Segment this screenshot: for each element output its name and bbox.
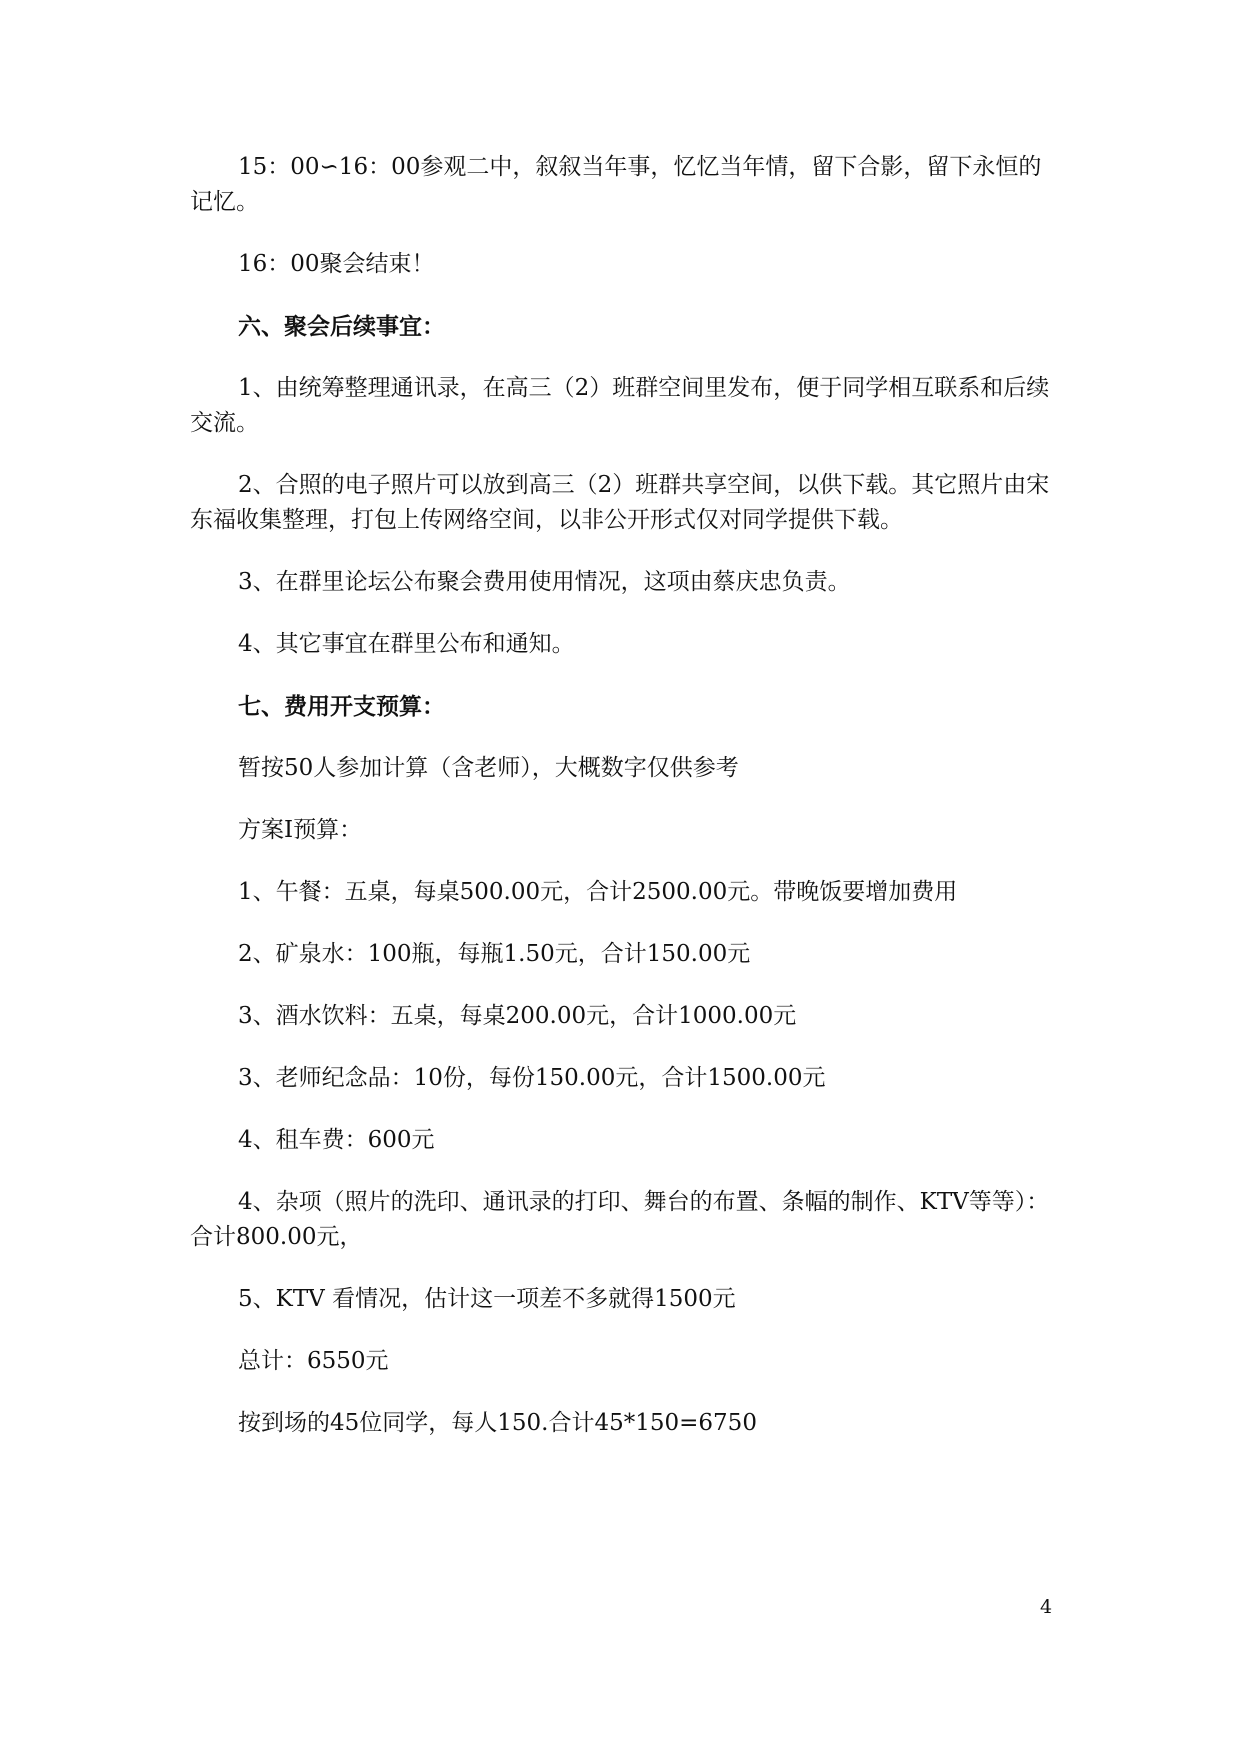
budget-item-misc: 4、杂项（照片的洗印、通讯录的打印、舞台的布置、条幅的制作、KTV等等）：合计800.00元， <box>190 1189 1050 1250</box>
budget-per-person: 按到场的45位同学，每人150.合计45*150=6750 <box>238 1410 757 1436</box>
budget-total: 总计：6550元 <box>238 1348 389 1374</box>
paragraph-follow-up-3: 3、在群里论坛公布聚会费用使用情况，这项由蔡庆忠负责。 <box>238 569 851 595</box>
section-heading-follow-up: 六、聚会后续事宜： <box>238 313 445 340</box>
paragraph-schedule-end: 16：00聚会结束！ <box>238 251 435 277</box>
paragraph-follow-up-1: 1、由统筹整理通讯录，在高三（2）班群空间里发布，便于同学相互联系和后续交流。 <box>190 375 1050 436</box>
budget-item-gifts: 3、老师纪念品：10份，每份150.00元，合计1500.00元 <box>238 1065 826 1091</box>
document-body <box>190 150 1060 1468</box>
paragraph-plan-title: 方案Ⅰ预算： <box>238 817 363 843</box>
budget-item-water: 2、矿泉水：100瓶，每瓶1.50元，合计150.00元 <box>238 941 751 967</box>
paragraph-budget-basis: 暂按50人参加计算（含老师），大概数字仅供参考 <box>238 755 739 781</box>
budget-item-lunch: 1、午餐：五桌，每桌500.00元，合计2500.00元。带晚饭要增加费用 <box>238 879 958 905</box>
budget-item-drinks: 3、酒水饮料：五桌，每桌200.00元，合计1000.00元 <box>238 1003 797 1029</box>
section-heading-budget: 七、费用开支预算： <box>238 693 445 720</box>
paragraph-follow-up-2: 2、合照的电子照片可以放到高三（2）班群共享空间，以供下载。其它照片由宋东福收集整理，打包上传网络空间，以非公开形式仅对同学提供下载。 <box>190 472 1050 533</box>
paragraph-follow-up-4: 4、其它事宜在群里公布和通知。 <box>238 631 575 657</box>
budget-item-car-rental: 4、租车费：600元 <box>238 1127 435 1153</box>
page-number: 4 <box>1040 1596 1053 1618</box>
paragraph-schedule-visit: 15：00∽16：00参观二中，叙叙当年事，忆忆当年情，留下合影，留下永恒的记忆。 <box>190 154 1042 215</box>
budget-item-ktv: 5、KTV 看情况，估计这一项差不多就得1500元 <box>238 1286 736 1312</box>
